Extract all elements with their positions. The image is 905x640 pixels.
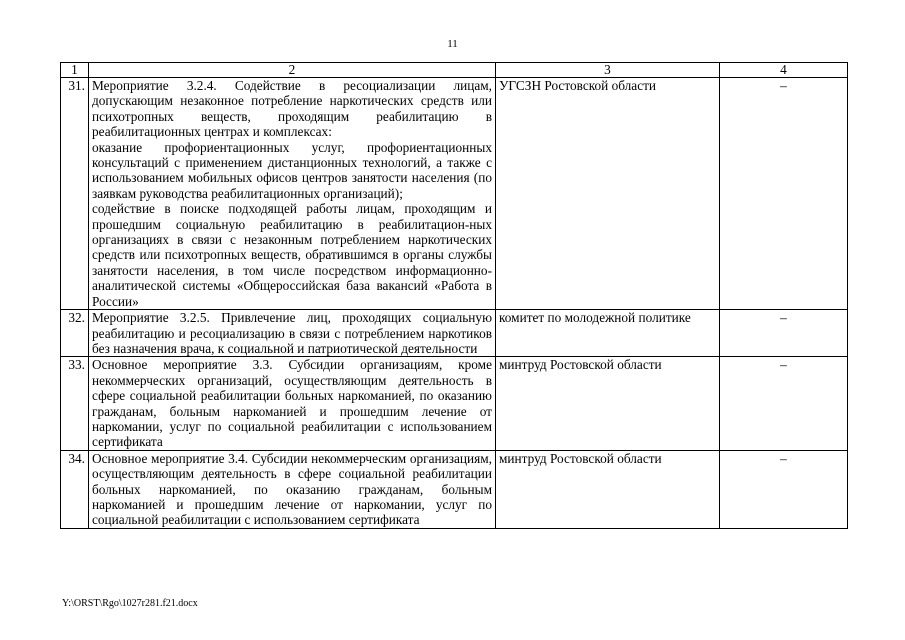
- column-header-3: 3: [496, 63, 720, 78]
- executor-cell: УГСЗН Ростовской области: [496, 78, 720, 310]
- measure-description: [89, 357, 496, 450]
- executor-text: комитет по молодежной политике: [499, 310, 691, 326]
- row-number: 31.: [61, 78, 89, 310]
- description-paragraph: Мероприятие 3.2.4. Содействие в ресоциализации лицам, допускающим незаконное потребление наркотических средств или психотропных веществ, проходящим реабилитацию в реабилитационных центрах и комплексах:: [92, 78, 492, 140]
- column-4-cell: –: [720, 310, 848, 357]
- row-number: 34.: [61, 450, 89, 528]
- table-row: [61, 78, 848, 310]
- executor-cell: минтруд Ростовской области: [496, 450, 720, 528]
- column-header-1: 1: [61, 63, 89, 78]
- header-row: [61, 63, 848, 78]
- description-paragraph: оказание профориентационных услуг, профориентационных консультаций с применением дистанционных технологий, а также с использованием мобильных офисов центров занятости населения (по заявкам руководства реабилитационных организаций);: [92, 139, 492, 201]
- table-row: [61, 450, 848, 528]
- row-number: 33.: [61, 357, 89, 450]
- table-row: [61, 357, 848, 450]
- description-paragraph: содействие в поиске подходящей работы лицам, проходящим и прошедшим социальную реабилитацию в реабилитацион-ных организациях в связи с незаконным потреблением наркотических средств или психотропных веществ, обратившимся в органы службы занятости населения, в том числе посредством информационно-аналитической системы «Общероссийская база вакансий «Работа в России»: [92, 201, 492, 309]
- description-paragraph: Основное мероприятие 3.3. Субсидии организациям, кроме некоммерческих организаций, осуществляющим деятельность в сфере социальной реабилитации больных наркоманией, по оказанию гражданам, больным наркоманией и прошедшим лечение от наркомании, услуг по социальной реабилитации с использованием сертификата: [92, 357, 492, 450]
- measure-description: [89, 78, 496, 310]
- description-paragraph: Основное мероприятие 3.4. Субсидии некоммерческим организациям, осуществляющим деятельность в сфере социальной реабилитации больных наркоманией, по оказанию гражданам, больным наркоманией и прошедшим лечение от наркомании, услуг по социальной реабилитации с использованием сертификата: [92, 450, 492, 528]
- table-row: [61, 310, 848, 357]
- column-4-cell: –: [720, 450, 848, 528]
- column-header-2: 2: [89, 63, 496, 78]
- description-paragraph: Мероприятие 3.2.5. Привлечение лиц, проходящих социальную реабилитацию и ресоциализацию в связи с потреблением наркотиков без назначения врача, к социальной и патриотической деятельности: [92, 310, 492, 356]
- column-header-4: 4: [720, 63, 848, 78]
- executor-cell: [496, 310, 720, 357]
- column-4-cell: –: [720, 357, 848, 450]
- measure-description: [89, 310, 496, 357]
- file-path-footer: Y:\ORST\Rgo\1027r281.f21.docx: [62, 598, 198, 609]
- program-table: [60, 62, 848, 529]
- executor-cell: минтруд Ростовской области: [496, 357, 720, 450]
- column-4-cell: –: [720, 78, 848, 310]
- page-number: 11: [447, 38, 458, 50]
- row-number: 32.: [61, 310, 89, 357]
- measure-description: [89, 450, 496, 528]
